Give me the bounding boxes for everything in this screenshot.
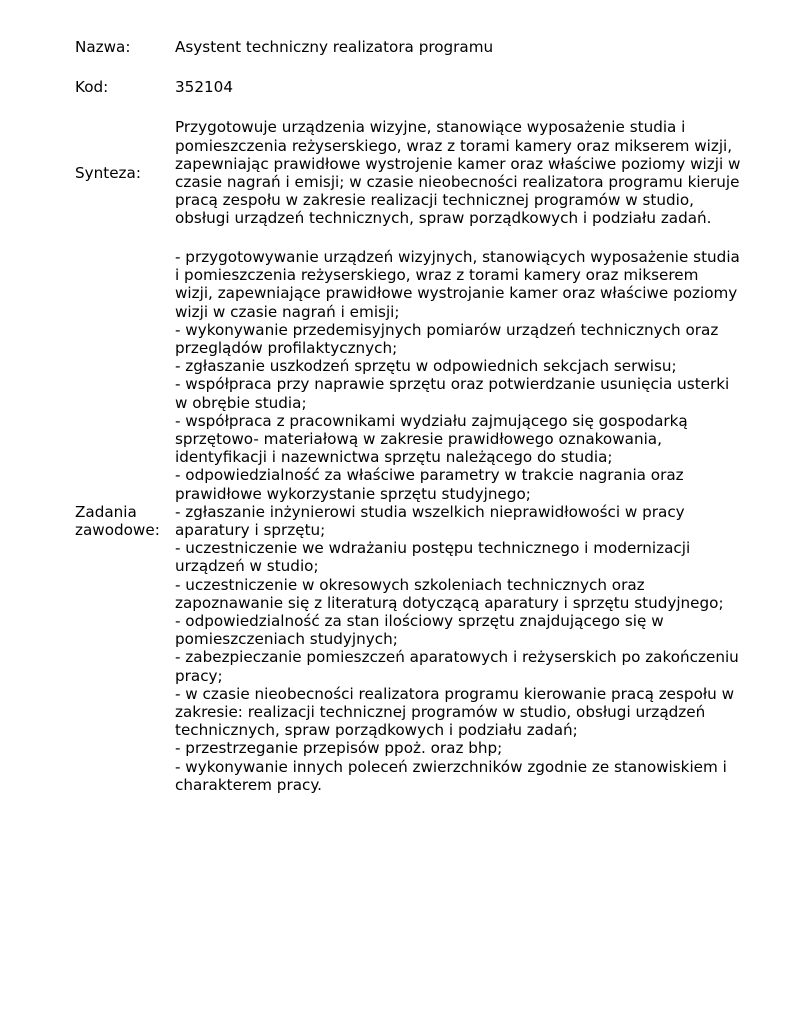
- zadania-line: - wykonywanie przedemisyjnych pomiarów urządzeń technicznych oraz: [175, 320, 719, 339]
- field-value-synteza: [175, 118, 765, 227]
- field-kod: [75, 78, 765, 96]
- field-value-zadania: [175, 248, 765, 794]
- zadania-line: i pomieszczenia reżyserskiego, wraz z torami kamery oraz mikserem: [175, 266, 699, 285]
- field-zadania-zawodowe: [75, 249, 765, 793]
- zadania-line: - przygotowywanie urządzeń wizyjnych, stanowiących wyposażenie studia: [175, 247, 740, 266]
- synteza-line: czasie nagrań i emisji; w czasie nieobecności realizatora programu kieruje: [175, 173, 740, 191]
- zadania-line: pomieszczeniach studyjnych;: [175, 630, 398, 649]
- zadania-line: wizji, zapewniające prawidłowe wystrojanie kamer oraz właściwe poziomy: [175, 284, 738, 303]
- zadania-line: - wykonywanie innych poleceń zwierzchników zgodnie ze stanowiskiem i: [175, 757, 727, 776]
- field-label-zadania: [75, 503, 175, 539]
- zadania-line: - przestrzeganie przepisów ppoż. oraz bhp;: [175, 739, 503, 758]
- zadania-line: wizji w czasie nagrań i emisji;: [175, 302, 400, 321]
- synteza-line: Przygotowuje urządzenia wizyjne, stanowiące wyposażenie studia i: [175, 118, 686, 137]
- field-synteza: [75, 118, 765, 228]
- zadania-line: - zgłaszanie inżynierowi studia wszelkich nieprawidłowości w pracy: [175, 502, 685, 521]
- zadania-line: aparatury i sprzętu;: [175, 521, 326, 539]
- field-nazwa: [75, 38, 765, 56]
- zadania-line: - zabezpieczanie pomieszczeń aparatowych i reżyserskich po zakończeniu: [175, 648, 739, 667]
- zadania-line: - uczestniczenie we wdrażaniu postępu technicznego i modernizacji: [175, 539, 691, 558]
- zadania-line: - zgłaszanie uszkodzeń sprzętu w odpowiednich sekcjach serwisu;: [175, 357, 677, 376]
- zadania-line: zakresie: realizacji technicznej programów w studio, obsługi urządzeń: [175, 703, 706, 722]
- zadania-line: zapoznawanie się z literaturą dotyczącą aparatury i sprzętu studyjnego;: [175, 593, 724, 612]
- zadania-label-line: Zadania: [75, 502, 137, 521]
- zadania-line: prawidłowe wykorzystanie sprzętu studyjnego;: [175, 484, 531, 503]
- zadania-label-line: zawodowe:: [75, 521, 160, 539]
- zadania-line: - współpraca z pracownikami wydziału zajmującego się gospodarką: [175, 411, 688, 430]
- zadania-line: urządzeń w studio;: [175, 557, 319, 576]
- synteza-line: pomieszczenia reżyserskiego, wraz z torami kamery oraz mikserem wizji,: [175, 136, 733, 155]
- zadania-line: przeglądów profilaktycznych;: [175, 338, 398, 357]
- zadania-line: - odpowiedzialność za stan ilościowy sprzętu znajdującego się w: [175, 612, 664, 631]
- synteza-line: pracą zespołu w zakresie realizacji technicznej programów w studio,: [175, 191, 694, 210]
- zadania-line: - współpraca przy naprawie sprzętu oraz potwierdzanie usunięcia usterki: [175, 375, 730, 394]
- synteza-line: zapewniając prawidłowe wystrojenie kamer oraz właściwe poziomy wizji w: [175, 154, 741, 173]
- zadania-line: - uczestniczenie w okresowych szkoleniach technicznych oraz: [175, 575, 645, 594]
- field-value-kod: 352104: [175, 77, 233, 96]
- field-label-nazwa: Nazwa:: [75, 37, 131, 56]
- synteza-line: obsługi urządzeń technicznych, spraw porządkowych i podziału zadań.: [175, 209, 712, 228]
- zadania-line: pracy;: [175, 666, 223, 685]
- zadania-line: identyfikacji i nazewnictwa sprzętu należącego do studia;: [175, 448, 613, 467]
- field-value-nazwa: Asystent techniczny realizatora programu: [175, 37, 494, 56]
- zadania-line: technicznych, spraw porządkowych i podziału zadań;: [175, 721, 578, 740]
- field-label-synteza: Synteza:: [75, 163, 141, 182]
- zadania-line: charakterem pracy.: [175, 775, 322, 794]
- zadania-line: sprzętowo- materiałową w zakresie prawidłowego oznakowania,: [175, 429, 662, 448]
- zadania-line: w obrębie studia;: [175, 393, 307, 412]
- zadania-line: - w czasie nieobecności realizatora programu kierowanie pracą zespołu w: [175, 684, 735, 703]
- zadania-line: - odpowiedzialność za właściwe parametry w trakcie nagrania oraz: [175, 466, 684, 485]
- field-label-kod: Kod:: [75, 77, 109, 96]
